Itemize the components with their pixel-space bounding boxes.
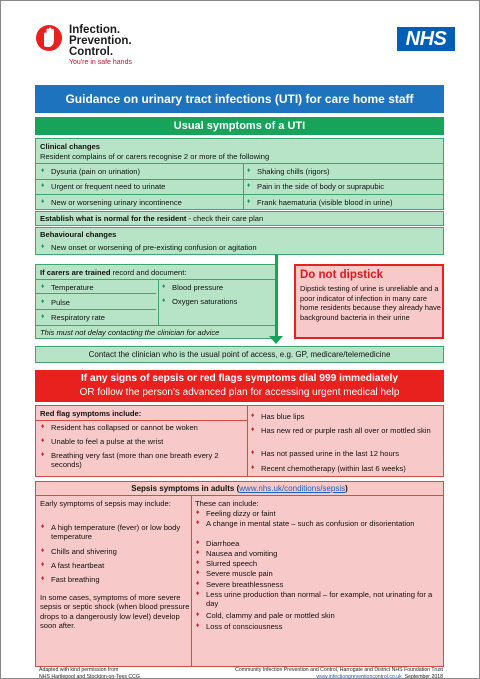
- red-flag-symptom: ♦ Unable to feel a pulse at the wrist: [40, 437, 244, 446]
- clinical-changes-subtitle: Resident complains of or carers recognise 2 or more of the following: [40, 152, 270, 161]
- contact-clinician-box: [35, 346, 444, 363]
- logo-tagline: You're in safe hands: [69, 59, 132, 66]
- red-flag-symptom: ♦ Has new red or purple rash all over or mottled skin: [250, 426, 440, 435]
- footer-date: September 2018: [404, 674, 443, 679]
- carers-measure: ♦ Temperature: [40, 283, 94, 292]
- carers-trained-bold: If carers are trained: [40, 268, 111, 277]
- sepsis-adults-title: [36, 484, 443, 494]
- early-symptoms-intro: Early symptoms of sepsis may include:: [40, 499, 171, 508]
- early-symptom: ♦ A high temperature (fever) or low body temperature: [40, 523, 188, 542]
- red-flags-box: [35, 405, 444, 477]
- carers-measure: ♦ Blood pressure: [161, 283, 223, 292]
- sepsis-banner-line1: If any signs of sepsis or red flags symptoms dial 999 immediately: [80, 373, 399, 384]
- logo-text: [69, 25, 132, 58]
- sepsis-nhs-link[interactable]: www.nhs.uk/conditions/sepsis: [239, 484, 346, 493]
- severe-symptom: ♦ Cold, clammy and pale or mottled skin: [195, 611, 435, 620]
- carers-measure: ♦ Oxygen saturations: [161, 297, 237, 306]
- header: [25, 19, 457, 71]
- do-not-dipstick-box: [294, 264, 444, 339]
- severe-sepsis-note: In some cases, symptoms of more severe sepsis or septic shock (when blood pressure drops to a dangerously low level) develop soon after.: [40, 593, 190, 631]
- footer-left: [39, 667, 140, 679]
- clinical-symptom: ♦ New or worsening urinary incontinence: [40, 198, 182, 207]
- severe-symptom: ♦ Severe muscle pain: [195, 569, 435, 578]
- red-flag-symptom: ♦ Has blue lips: [250, 412, 440, 421]
- carers-trained-box: [35, 264, 278, 339]
- establish-normal-text: [40, 214, 263, 223]
- footer-credit-org: NHS Hartlepool and Stockton-on-Tees CCG: [39, 674, 140, 679]
- early-symptom: ♦ A fast heartbeat: [40, 561, 188, 570]
- severe-symptom: ♦ Loss of consciousness: [195, 622, 435, 631]
- contact-clinician-text: Contact the clinician who is the usual point of access, e.g. GP, medicare/telemedicine: [88, 350, 391, 359]
- symptoms-heading: Usual symptoms of a UTI: [35, 117, 444, 135]
- logo-line: Control.: [69, 46, 114, 58]
- sepsis-title-prefix: Sepsis symptoms in adults (: [131, 484, 240, 493]
- carers-note: This must not delay contacting the clinician for advice: [40, 328, 220, 337]
- clinical-symptom: ♦ Pain in the side of body or suprapubic: [246, 182, 384, 191]
- clinical-changes-title: Clinical changes: [40, 142, 100, 151]
- clinical-symptom: ♦ Frank haematuria (visible blood in urine): [246, 198, 393, 207]
- clinical-changes-box: [35, 138, 444, 210]
- do-not-dipstick-text: Dipstick testing of urine is unreliable and a poor indicator of infection in many care home residents because they already have background bacteria in their urine: [300, 284, 441, 322]
- severe-symptom: ♦ Nausea and vomiting: [195, 549, 435, 558]
- establish-normal-box: [35, 211, 444, 226]
- red-flag-symptom: ♦ Has not passed urine in the last 12 hours: [250, 449, 440, 458]
- severe-symptom: ♦ A change in mental state – such as confusion or disorientation: [195, 519, 435, 528]
- hand-logo-icon: [35, 23, 63, 53]
- establish-normal-bold: Establish what is normal for the resident: [40, 214, 187, 223]
- carers-trained-rest: record and document:: [110, 268, 187, 277]
- page-title: Guidance on urinary tract infections (UTI) for care home staff: [35, 85, 444, 113]
- red-flag-symptom: ♦ Resident has collapsed or cannot be woken: [40, 423, 244, 432]
- footer-trust: Community Infection Prevention and Control, Harrogate and District NHS Foundation Trust: [235, 667, 443, 673]
- nhs-logo: NHS: [397, 27, 455, 51]
- establish-normal-rest: - check their care plan: [186, 214, 264, 223]
- sepsis-title-suffix: ): [345, 484, 348, 493]
- do-not-dipstick-title: Do not dipstick: [300, 269, 384, 281]
- these-can-include: These can include:: [195, 499, 259, 508]
- carers-measure: ♦ Respiratory rate: [40, 313, 105, 322]
- severe-symptom: ♦ Less urine production than normal – for example, not urinating for a day: [195, 590, 435, 609]
- footer-website-link[interactable]: www.infectionpreventioncontrol.co.uk: [316, 674, 402, 679]
- severe-symptom: ♦ Slurred speech: [195, 559, 435, 568]
- behavioural-symptom: ♦ New onset or worsening of pre-existing confusion or agitation: [40, 243, 447, 252]
- carers-measure: ♦ Pulse: [40, 298, 70, 307]
- severe-symptom: ♦ Severe breathlessness: [195, 580, 435, 589]
- clinical-symptom: ♦ Urgent or frequent need to urinate: [40, 182, 165, 191]
- behavioural-changes-title: Behavioural changes: [40, 230, 117, 239]
- behavioural-changes-box: [35, 227, 444, 255]
- flow-arrow-icon: [269, 336, 283, 344]
- footer-right: [235, 667, 443, 679]
- sepsis-banner-line2: OR follow the person's advanced plan for accessing urgent medical help: [79, 387, 400, 398]
- red-flag-symptom: ♦ Breathing very fast (more than one breath every 2 seconds): [40, 451, 244, 470]
- red-flag-symptom: ♦ Recent chemotherapy (within last 6 weeks): [250, 464, 440, 473]
- flow-arrow-line: [275, 254, 278, 338]
- severe-symptom: ♦ Diarrhoea: [195, 539, 435, 548]
- footer-credit: Adapted with kind permission from: [39, 667, 119, 673]
- carers-trained-heading: [40, 268, 186, 277]
- red-flags-title: Red flag symptoms include:: [40, 409, 142, 418]
- sepsis-banner: [35, 370, 444, 402]
- logo-line: Prevention.: [69, 35, 132, 47]
- early-symptom: ♦ Fast breathing: [40, 575, 188, 584]
- logo-line: Infection.: [69, 24, 121, 36]
- severe-symptom: ♦ Feeling dizzy or faint: [195, 509, 435, 518]
- clinical-symptom: ♦ Shaking chills (rigors): [246, 167, 330, 176]
- clinical-symptom: ♦ Dysuria (pain on urination): [40, 167, 140, 176]
- early-symptom: ♦ Chills and shivering: [40, 547, 188, 556]
- sepsis-adults-box: [35, 481, 444, 667]
